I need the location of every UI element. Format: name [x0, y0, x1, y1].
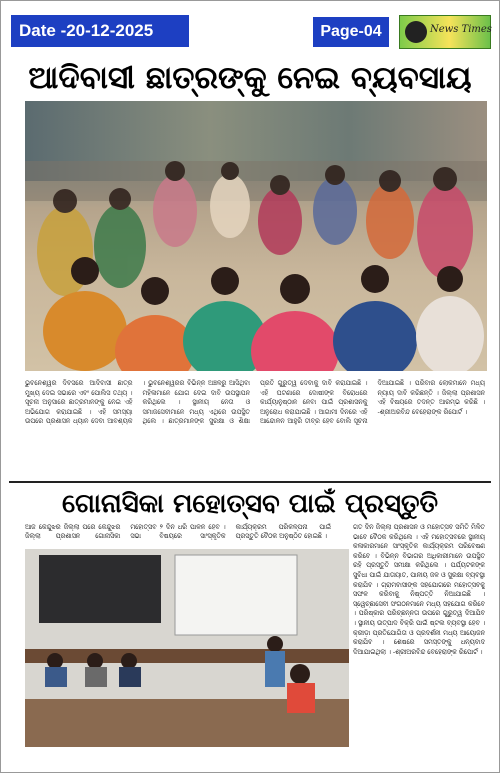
section-divider	[9, 481, 491, 483]
story1-body: ଭୁବନେଶ୍ୱର ଦିବସରେ ଆଦିବାସୀ ଛାତ୍ର ମୁଖ୍ୟ ଦେଇ ସଭାରେ ଏବଂ ପୋଲିସ ତଥ୍ୟ । ସୂଚନା ଅନୁସାରେ ଛାତ୍ରମାନଙ୍କୁ ନେଇ ଏହି ଅଭିଯୋଗ କରାଯାଇଛି । ଏହି ସମସ୍ୟା ଉପରେ ପ୍ରଶାସନ ଧ୍ୟାନ ଦେବା ଆବଶ୍ୟକ । ଭୁବନେଶ୍ୱରର ବିଭିନ୍ନ ଅଞ୍ଚଳରୁ ଆସିଥିବା ମହିଳାମାନେ ଯୋଗ ଦେଇ ଦାବି ଉପସ୍ଥାପନ କରିଥିଲେ । ସ୍ଥାନୀୟ ନେତା ଓ ସମାଜସେବୀମାନେ ମଧ୍ୟ ଏଥିରେ ଉପସ୍ଥିତ ଥିଲେ । ଛାତ୍ରମାନଙ୍କ ସୁରକ୍ଷା ଓ ଶିକ୍ଷା ପ୍ରତି ଗୁରୁତ୍ୱ ଦେବାକୁ ଦାବି କରାଯାଇଛି । ଏହି ଘଟଣାରେ ଦୋଷୀଙ୍କ ବିରୋଧରେ କାର୍ଯ୍ୟାନୁଷ୍ଠାନ ନେବା ପାଇଁ ପ୍ରଶାସନକୁ ଅନୁରୋଧ କରାଯାଇଛି । ଆଗାମୀ ଦିନରେ ଏହି ଆନ୍ଦୋଳନ ଆହୁରି ତୀବ୍ର ହେବ ବୋଲି ସୂଚନା ଦିଆଯାଇଛି । ପରିବାର ଲୋକମାନେ ମଧ୍ୟ ନ୍ୟାୟ ଦାବି କରିଛନ୍ତି । ଜିଲ୍ଲା ପ୍ରଶାସନ ଏହି ବିଷୟରେ ତଦନ୍ତ ଆରମ୍ଭ କରିଛି । -ଶ୍ରୀଅରବିନ୍ଦ ବେହେରାଙ୍କ ରିପୋର୍ଟ ।	[25, 379, 485, 426]
crowd-illustration	[25, 101, 487, 371]
news-times-logo	[399, 15, 491, 49]
meeting-illustration	[25, 549, 349, 747]
story2-lead: ଆଜ କେନ୍ଦୁଝର ଜିଲ୍ଲା ପରେ କେନ୍ଦୁଝର ଜିଲ୍ଲା ପ୍ରଶାସନ ଗୋନାସିକା ମହୋତ୍ସବ ୨ ଦିନ ଧରି ପାଳନ ହେବ । ସଭା ବିଷୟରେ ସାଂସ୍କୃତିକ କାର୍ଯ୍ୟକ୍ରମ ପରିକଳ୍ପନା ପାଇଁ ପ୍ରସ୍ତୁତି ବୈଠକ ଅନୁଷ୍ଠିତ ହୋଇଛି ।	[25, 523, 331, 540]
page-number-badge: Page-04	[313, 17, 389, 47]
story2-photo	[25, 549, 349, 747]
story2-headline: ଗୋନାସିକା ମହୋତ୍ସବ ପାଇଁ ପ୍ରସ୍ତୁତି	[61, 489, 439, 519]
story1-photo	[25, 101, 487, 371]
logo-mark-icon	[405, 21, 427, 43]
date-badge: Date -20-12-2025	[11, 15, 189, 47]
page-header	[9, 11, 491, 51]
story2-body: ଗତ ଦିନ ଜିଲ୍ଲା ପ୍ରଶାସନ ଓ ମହୋତ୍ସବ ସମିତି ମିଳିତ ଭାବେ ବୈଠକ କରିଥିଲେ । ଏହି ମହୋତ୍ସବରେ ସ୍ଥାନୀୟ କଳାକାରମାନେ ସାଂସ୍କୃତିକ କାର୍ଯ୍ୟକ୍ରମ ପରିବେଷଣ କରିବେ । ବିଭିନ୍ନ ବିଭାଗର ଅଧିକାରୀମାନେ ଉପସ୍ଥିତ ରହି ପ୍ରସ୍ତୁତି ସମୀକ୍ଷା କରିଥିଲେ । ପର୍ଯ୍ୟଟକଙ୍କ ସୁବିଧା ପାଇଁ ଯାତାୟାତ, ପାନୀୟ ଜଳ ଓ ସୁରକ୍ଷା ବ୍ୟବସ୍ଥା କରାଯିବ । ଗ୍ରାମବାସୀଙ୍କ ସହଯୋଗରେ ମହୋତ୍ସବକୁ ସଫଳ କରିବାକୁ ନିଷ୍ପତ୍ତି ନିଆଯାଇଛି । ସ୍ୱେଚ୍ଛାସେବୀ ସଂଗଠନମାନେ ମଧ୍ୟ ସହଯୋଗ କରିବେ । ପରିଷ୍କାର ପରିଚ୍ଛନ୍ନତା ଉପରେ ଗୁରୁତ୍ୱ ଦିଆଯିବ । ସ୍ଥାନୀୟ ଉତ୍ପାଦ ବିକ୍ରି ପାଇଁ ଷ୍ଟଲ ବ୍ୟବସ୍ଥା ହେବ । କ୍ରୀଡ଼ା ପ୍ରତିଯୋଗିତା ଓ ପ୍ରଦର୍ଶନୀ ମଧ୍ୟ ଆୟୋଜନ କରାଯିବ । ଶେଷରେ ସମସ୍ତଙ୍କୁ ଧନ୍ୟବାଦ ଦିଆଯାଇଥିଲା । -ଶ୍ରୀଅରବିନ୍ଦ ବେହେରାଙ୍କ ରିପୋର୍ଟ ।	[353, 523, 485, 656]
story1-headline: ଆଦିବାସୀ ଛାତ୍ରଙ୍କୁ ନେଇ ବ୍ୟବସାୟ	[28, 60, 472, 96]
logo-text: News Times	[430, 24, 492, 35]
